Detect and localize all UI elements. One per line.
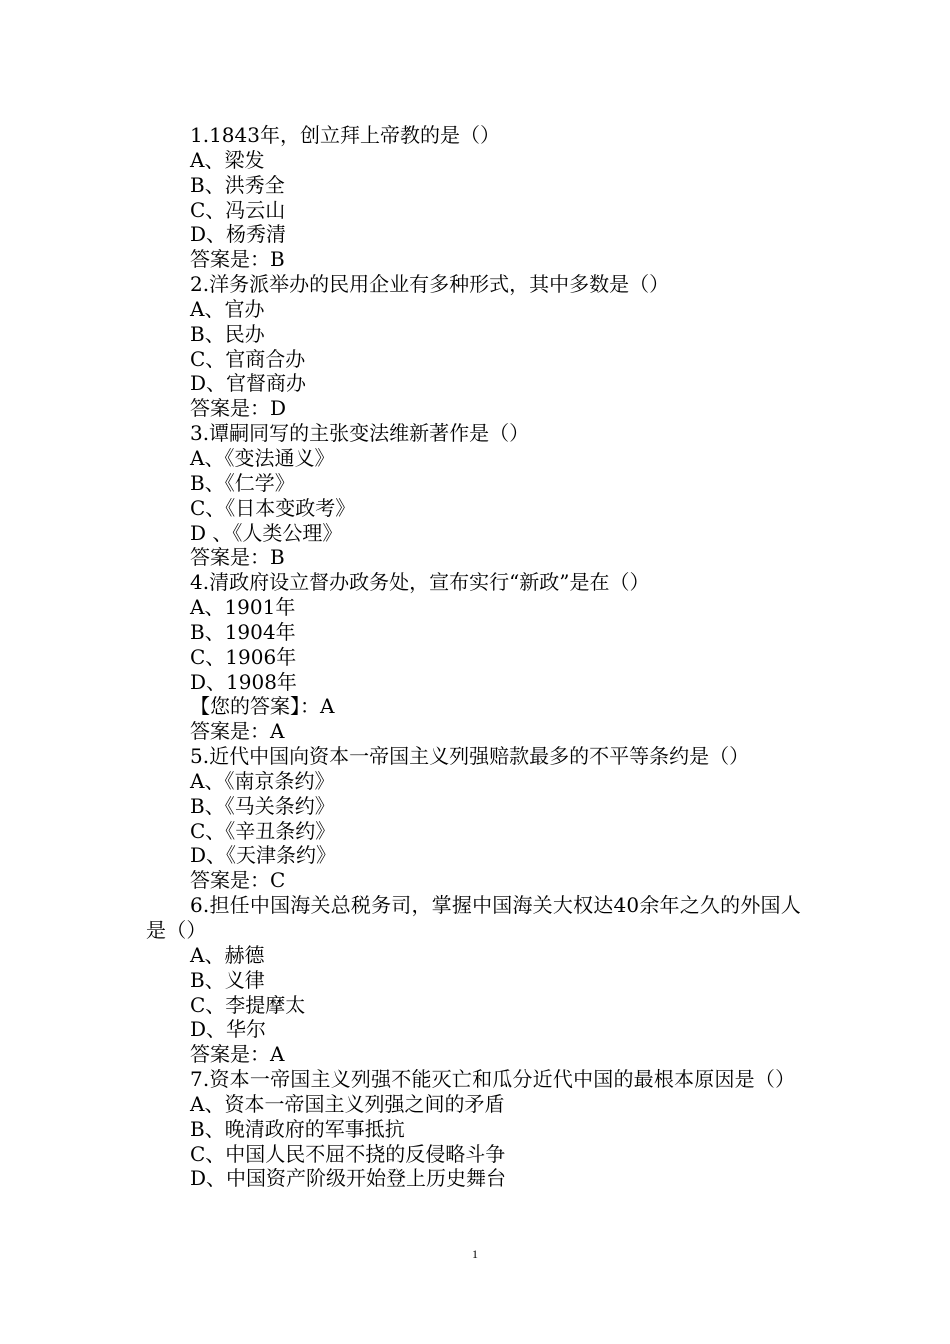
question-3 — [146, 421, 808, 570]
answer-line: 答案是：A — [190, 1042, 285, 1067]
option-c: C、官商合办 — [190, 346, 306, 371]
option-a: A、《变法通义》 — [190, 445, 335, 470]
option-d: D、官督商办 — [190, 371, 307, 396]
question-stem: 4.清政府设立督办政务处，宣布实行“新政”是在（） — [190, 570, 650, 595]
option-a: A、1901年 — [190, 595, 296, 620]
option-a: A、梁发 — [190, 147, 265, 172]
option-c: C、《辛丑条约》 — [190, 818, 336, 843]
question-7 — [146, 1067, 808, 1191]
question-stem: 7.资本一帝国主义列强不能灭亡和瓜分近代中国的最根本原因是（） — [190, 1067, 796, 1092]
option-d: D、1908年 — [190, 669, 297, 694]
option-c: C、《日本变政考》 — [190, 495, 356, 520]
option-c: C、李提摩太 — [190, 992, 306, 1017]
option-d: D、华尔 — [190, 1017, 267, 1042]
option-b: B、《马关条约》 — [190, 793, 335, 818]
option-a: A、官办 — [190, 296, 265, 321]
question-stem: 5.近代中国向资本一帝国主义列强赔款最多的不平等条约是（） — [190, 744, 750, 769]
question-stem: 3.谭嗣同写的主张变法维新著作是（） — [190, 421, 530, 446]
option-c: C、中国人民不屈不挠的反侵略斗争 — [190, 1141, 506, 1166]
option-b: B、民办 — [190, 321, 265, 346]
option-d: D、杨秀清 — [190, 222, 287, 247]
option-d: D、《天津条约》 — [190, 843, 337, 868]
option-b: B、义律 — [190, 967, 265, 992]
question-4 — [146, 570, 808, 744]
option-c: C、冯云山 — [190, 197, 286, 222]
answer-line: 答案是：C — [190, 868, 286, 893]
your-answer-line: 【您的答案】：A — [190, 694, 335, 719]
question-6 — [146, 893, 808, 1067]
page-number: 1 — [472, 1247, 478, 1261]
option-a: A、《南京条约》 — [190, 768, 335, 793]
option-a: A、资本一帝国主义列强之间的矛盾 — [190, 1091, 505, 1116]
question-1 — [146, 123, 808, 272]
question-stem: 2.洋务派举办的民用企业有多种形式，其中多数是（） — [190, 272, 670, 297]
question-2 — [146, 272, 808, 421]
option-b: B、洪秀全 — [190, 172, 285, 197]
option-d: D 、《人类公理》 — [190, 520, 343, 545]
answer-line: 答案是：B — [190, 545, 285, 570]
option-b: B、晚清政府的军事抵抗 — [190, 1116, 405, 1141]
option-d: D、中国资产阶级开始登上历史舞台 — [190, 1166, 507, 1191]
option-c: C、1906年 — [190, 644, 297, 669]
answer-line: 答案是：D — [190, 396, 287, 421]
answer-line: 答案是：B — [190, 247, 285, 272]
question-list — [146, 123, 808, 1191]
option-b: B、《仁学》 — [190, 470, 295, 495]
question-5 — [146, 744, 808, 893]
question-stem: 1.1843年，创立拜上帝教的是（） — [190, 123, 500, 147]
option-b: B、1904年 — [190, 619, 296, 644]
answer-line: 答案是：A — [190, 719, 285, 744]
question-stem: 6.担任中国海关总税务司，掌握中国海关大权达40余年之久的外国人是（） — [146, 893, 801, 942]
option-a: A、赫德 — [190, 942, 265, 967]
